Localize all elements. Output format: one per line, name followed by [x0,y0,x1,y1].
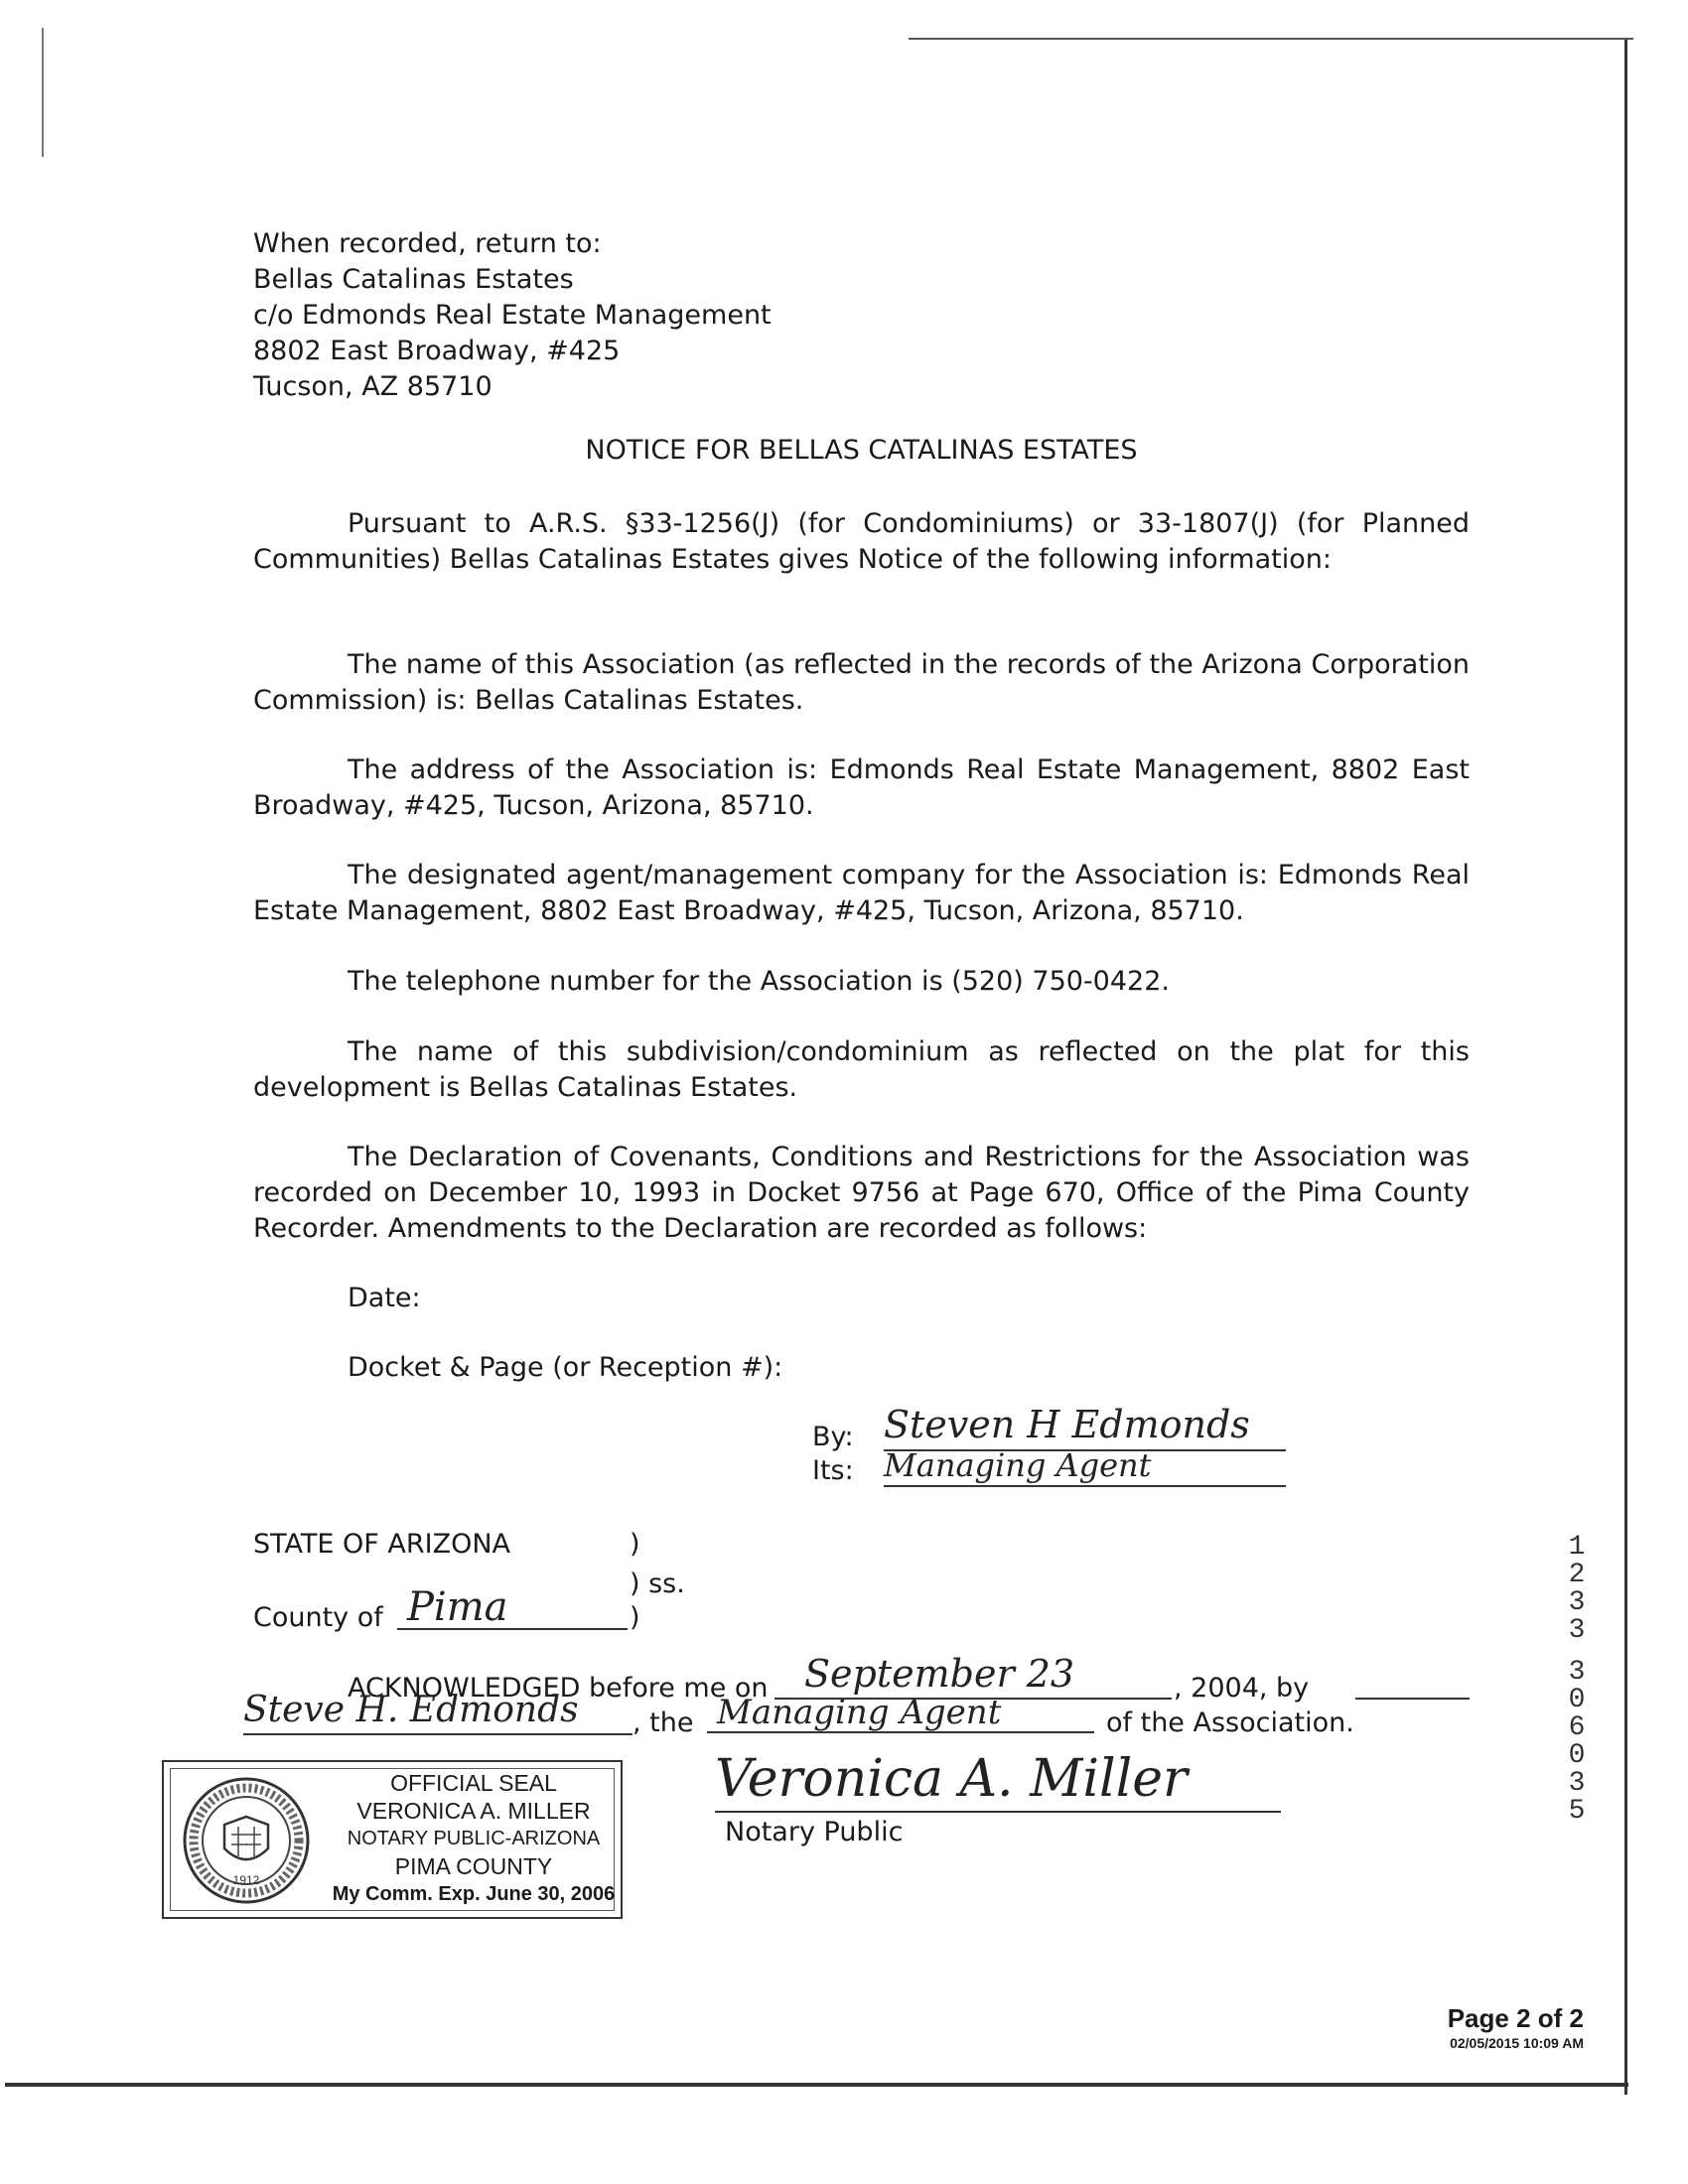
paragraph-subdivision: The name of this subdivision/condominium as reflected on the plat for this development is Bellas Catalinas Estates. [253,1036,1470,1103]
recorder-number: 1 2 3 3 3 0 6 0 3 5 [1568,1532,1586,1827]
seal-line-title: OFFICIAL SEAL [390,1770,557,1796]
scan-edge-left [42,28,44,157]
by-label: By: [812,1422,854,1452]
venue-paren-open: ) [630,1529,640,1560]
ack-role-signature: Managing Agent [707,1692,1094,1733]
paragraph-address: The address of the Association is: Edmonds Real Estate Management, 8802 East Broadway, #425, Tucson, Arizona, 85710. [253,754,1470,821]
return-address-block [253,226,772,405]
page-number: Page 2 of 2 [1447,2003,1584,2033]
paragraph-declaration: The Declaration of Covenants, Conditions and Restrictions for the Association was recorded on December 10, 1993 in Docket 9756 at Page 670, Office of the Pima County Recorder. Amendments to the Declaration are recorded as follows: [253,1142,1470,1244]
state-seal-icon [177,1775,316,1906]
its-label: Its: [812,1455,854,1486]
venue-county-label: County of [253,1602,383,1633]
return-line: c/o Edmonds Real Estate Management [253,300,772,331]
seal-line-county: PIMA COUNTY [394,1853,553,1879]
ack-date-signature: September 23 [774,1648,1172,1700]
ack-blank-line [1355,1698,1470,1700]
venue-county-signature: Pima [397,1584,628,1630]
scan-edge-right [1624,40,1627,2095]
scan-edge-top [909,38,1633,40]
notary-signature: Veronica A. Miller [715,1747,1281,1813]
its-signature: Managing Agent [884,1445,1286,1487]
paragraph-telephone: The telephone number for the Association is (520) 750-0422. [348,966,1170,997]
scan-edge-bottom [5,2083,1628,2087]
ack-the: , the [633,1707,694,1738]
return-line: Bellas Catalinas Estates [253,264,574,295]
venue-paren-close: ) [630,1602,640,1633]
amendment-date-label: Date: [348,1283,421,1313]
ack-name-signature: Steve H. Edmonds [243,1688,633,1735]
venue-ss: ) ss. [630,1569,685,1599]
amendment-docket-label: Docket & Page (or Reception #): [348,1352,783,1383]
venue-state: STATE OF ARIZONA [253,1529,511,1560]
seal-line-expiry: My Comm. Exp. June 30, 2006 [332,1883,616,1905]
ack-prefix: ACKNOWLEDGED before me on [348,1673,769,1704]
official-seal-stamp [162,1760,623,1919]
return-line: Tucson, AZ 85710 [253,371,492,402]
ack-year: , 2004, by [1174,1673,1310,1704]
print-timestamp: 02/05/2015 10:09 AM [1450,2035,1584,2051]
seal-line-name: VERONICA A. MILLER [356,1798,591,1824]
document-title: NOTICE FOR BELLAS CATALINAS ESTATES [585,435,1138,466]
paragraph-association-name: The name of this Association (as reflected in the records of the Arizona Corporation Commission) is: Bellas Catalinas Estates. [253,649,1470,716]
svg-text:1912: 1912 [232,1873,260,1887]
notary-public-label: Notary Public [725,1817,904,1847]
seal-line-notary: NOTARY PUBLIC-ARIZONA [347,1828,601,1849]
ack-suffix: of the Association. [1106,1707,1354,1738]
paragraph-statute: Pursuant to A.R.S. §33-1256(J) (for Condominiums) or 33-1807(J) (for Planned Communities) Bellas Catalinas Estates gives Notice of the following information: [253,508,1470,575]
return-heading: When recorded, return to: [253,228,602,259]
by-signature: Steven H Edmonds [884,1400,1286,1451]
return-line: 8802 East Broadway, #425 [253,336,621,366]
paragraph-agent: The designated agent/management company for the Association is: Edmonds Real Estate Management, 8802 East Broadway, #425, Tucson, Arizona, 85710. [253,860,1470,926]
